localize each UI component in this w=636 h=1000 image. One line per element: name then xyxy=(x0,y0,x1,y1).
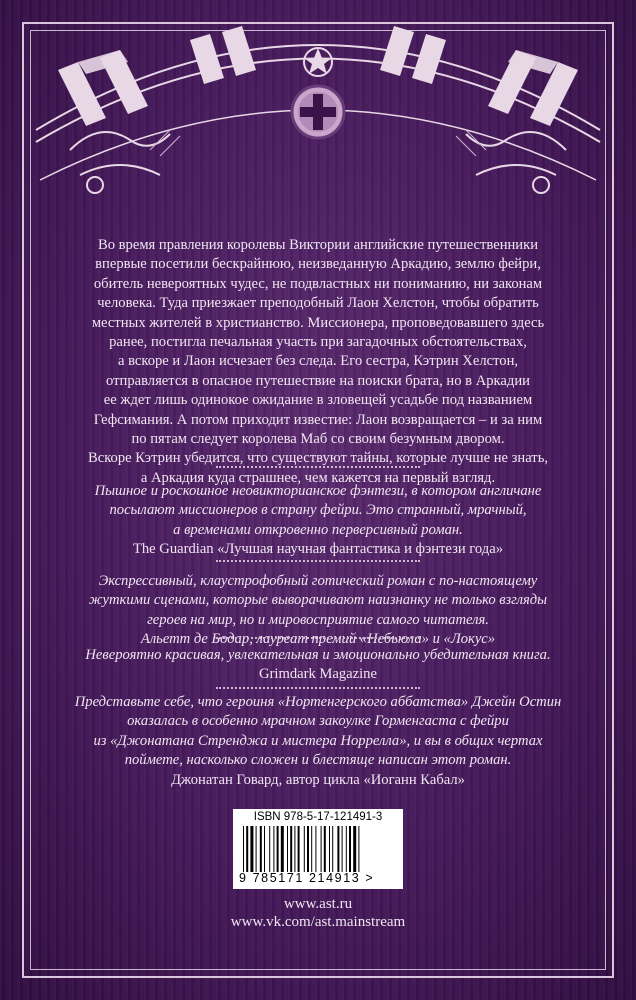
ornamental-header xyxy=(0,0,636,230)
synopsis-line: по пятам следует королева Маб со своим безумным двором. xyxy=(131,431,505,448)
review-quote xyxy=(64,693,572,790)
website-link[interactable]: www.ast.ru xyxy=(283,896,353,912)
quote-line: героев на мир, но и мировосприятие самого читателя. xyxy=(147,611,489,628)
website-link[interactable]: www.vk.com/ast.mainstream xyxy=(230,914,406,930)
barcode xyxy=(233,809,403,889)
quote-line: оказалась в особенно мрачном закоулке Горменгаста с фейри xyxy=(127,713,509,730)
barcode-bars xyxy=(241,826,395,872)
synopsis-line: ранее, постигла печальная участь при загадочных обстоятельствах, xyxy=(109,334,527,351)
quote-line: посылают миссионеров в страну фейри. Это странный, мрачный, xyxy=(109,502,527,519)
quote-attribution: Джонатан Говард, автор цикла «Иоганн Кабал» xyxy=(171,771,465,788)
synopsis-line: человека. Туда приезжает преподобный Лаон Хелстон, чтобы обратить xyxy=(97,295,539,312)
cross-medallion-icon xyxy=(292,86,344,138)
synopsis-line: а вскоре и Лаон исчезает без следа. Его сестра, Кэтрин Хелстон, xyxy=(117,353,519,370)
quote-attribution: Альетт де Бодар, лауреат премий «Небьюла» и «Локус» xyxy=(140,631,496,648)
dotted-divider xyxy=(216,637,420,639)
quote-line: Представьте себе, что героиня «Нортенгерского аббатства» Джейн Остин xyxy=(74,694,562,710)
isbn-label: ISBN 978-5-17-121491-3 xyxy=(253,811,383,823)
synopsis-line: ее ждет лишь одинокое ожидание в зловещей усадьбе под названием xyxy=(103,392,533,409)
quote-line: а временами откровенно перверсивный роман. xyxy=(173,521,463,538)
barcode-digits: 9 785171 214913 > xyxy=(239,871,375,885)
synopsis xyxy=(64,236,572,488)
quote-line: Экспрессивный, клаустрофобный готический роман с по-настоящему xyxy=(98,573,538,589)
synopsis-line: Вскоре Кэтрин убедится, что существуют тайны, которые лучше не знать, xyxy=(87,450,548,467)
dotted-divider xyxy=(216,560,420,562)
quote-line: Пышное и роскошное неовикторианское фэнтези, в котором англичане xyxy=(94,483,542,499)
quote-line: Невероятно красивая, увлекательная и эмоционально убедительная книга. xyxy=(85,647,551,663)
synopsis-line: местных жителей в христианство. Миссионера, проповедовавшего здесь xyxy=(91,314,545,331)
quote-line: поймете, насколько сложен и блестяще написан этот роман. xyxy=(124,752,512,769)
review-quote xyxy=(64,482,572,560)
quote-line: из «Джонатана Стренджа и мистера Норрелла», и вы в общих чертах xyxy=(93,732,543,749)
quote-attribution: The Guardian «Лучшая научная фантастика и фэнтези года» xyxy=(132,541,504,558)
dotted-divider xyxy=(216,466,420,468)
synopsis-line: обитель невероятных чудес, не подвластных ни пониманию, ни законам xyxy=(93,275,543,292)
review-quote xyxy=(64,646,572,685)
synopsis-line: отправляется в опасное путешествие на поиски брата, но в Аркадии xyxy=(106,372,530,389)
quote-attribution: Grimdark Magazine xyxy=(259,666,377,683)
star-flower-icon xyxy=(304,48,332,76)
synopsis-line: а Аркадия куда страшнее, чем кажется на первый взгляд. xyxy=(140,469,496,486)
quote-line: жуткими сценами, которые выворачивают наизнанку не только взгляды xyxy=(88,592,548,609)
synopsis-line: Гефсимания. А потом приходит известие: Лаон возвращается – и за ним xyxy=(93,411,543,428)
dotted-divider xyxy=(216,687,420,689)
synopsis-line: впервые посетили бескрайнюю, неизведанную Аркадию, землю фейри, xyxy=(95,256,541,273)
synopsis-line: Во время правления королевы Виктории английские путешественники xyxy=(97,237,539,253)
